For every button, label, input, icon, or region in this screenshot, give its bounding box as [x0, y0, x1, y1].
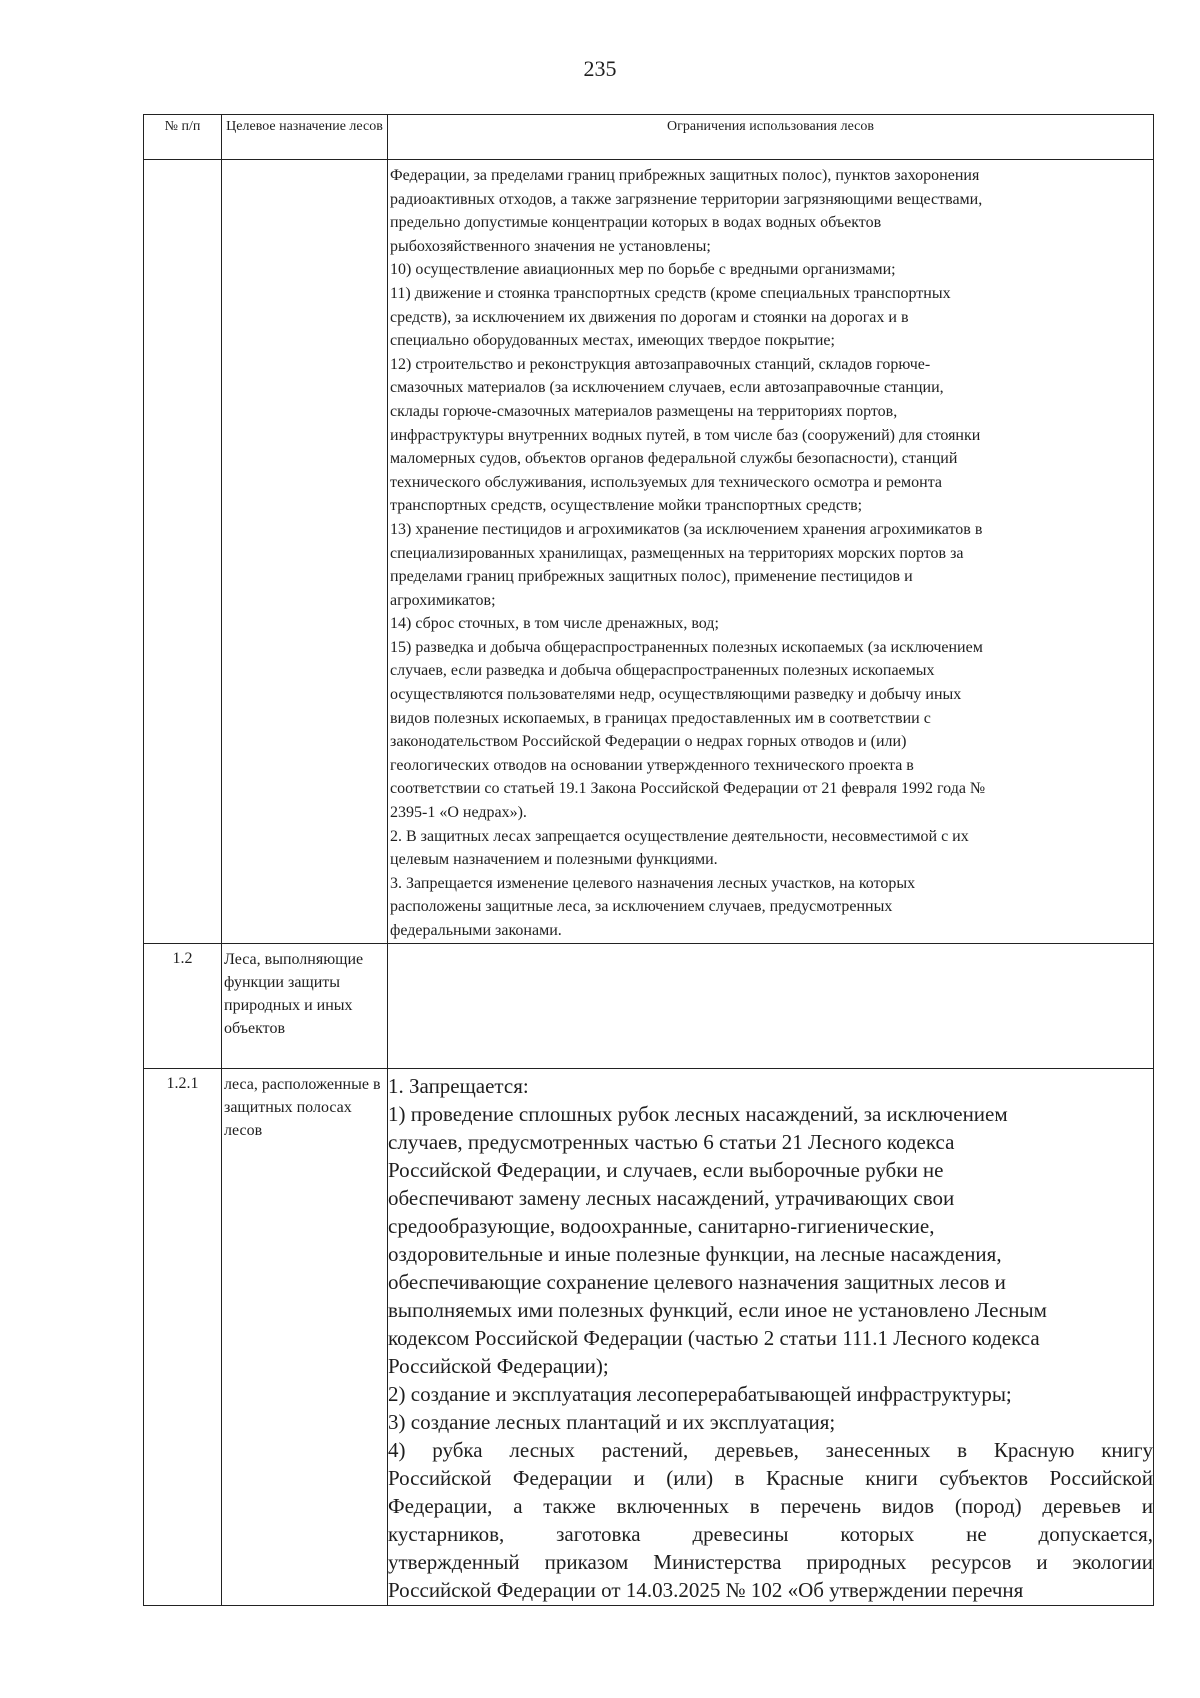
- text-line: геологических отводов на основании утвержденного технического проекта в: [390, 756, 914, 774]
- text-line: 13) хранение пестицидов и агрохимикатов (за исключением хранения агрохимикатов в: [390, 520, 983, 538]
- text-line: 1. Запрещается:: [388, 1073, 529, 1098]
- text-line: транспортных средств, осуществление мойки транспортных средств;: [390, 497, 863, 515]
- text-line: Российской Федерации, и случаев, если выборочные рубки не: [388, 1157, 944, 1182]
- header-purpose: Целевое назначение лесов: [222, 115, 388, 160]
- text-line: утвержденный приказом Министерства природных ресурсов и экологии: [388, 1549, 1153, 1574]
- text-line: случаев, предусмотренных частью 6 статьи 21 Лесного кодекса: [388, 1129, 955, 1154]
- header-restrictions: Ограничения использования лесов: [388, 115, 1154, 160]
- text-line: обеспечивают замену лесных насаждений, утрачивающих свои: [388, 1185, 955, 1210]
- text-line: 2. В защитных лесах запрещается осуществление деятельности, несовместимой с их: [390, 827, 969, 845]
- text-line: Федерации, за пределами границ прибрежных защитных полос), пунктов захоронения: [390, 167, 980, 184]
- row-purpose: леса, расположенные в защитных полосах лесов: [222, 1068, 388, 1605]
- text-line: радиоактивных отходов, а также загрязнение территории загрязняющими веществами,: [390, 190, 983, 208]
- text-line: расположены защитные леса, за исключением случаев, предусмотренных: [390, 898, 893, 916]
- row-restrictions: [388, 943, 1154, 1068]
- text-line: пределами границ прибрежных защитных полос), применение пестицидов и: [390, 568, 913, 586]
- text-line: Российской Федерации);: [388, 1353, 609, 1378]
- text-line: 3) создание лесных плантаций и их эксплуатация;: [388, 1409, 836, 1434]
- text-line: 4) рубка лесных растений, деревьев, занесенных в Красную книгу: [388, 1437, 1153, 1462]
- text-line: специально оборудованных местах, имеющих твердое покрытие;: [390, 332, 835, 350]
- table-row: [144, 1068, 1154, 1605]
- row-number: [144, 160, 222, 944]
- text-line: 15) разведка и добыча общераспространенных полезных ископаемых (за исключением: [390, 638, 983, 656]
- text-line: рыбохозяйственного значения не установлены;: [390, 237, 711, 255]
- text-line: Российской Федерации и (или) в Красные книги субъектов Российской: [388, 1465, 1153, 1490]
- text-line: соответствии со статьей 19.1 Закона Российской Федерации от 21 февраля 1992 года №: [390, 780, 986, 798]
- text-line: 12) строительство и реконструкция автозаправочных станций, складов горюче-: [390, 355, 931, 373]
- text-line: законодательством Российской Федерации о недрах горных отводов и (или): [390, 733, 907, 751]
- text-line: 2) создание и эксплуатация лесоперерабатывающей инфраструктуры;: [388, 1381, 1012, 1406]
- page-number: 235: [583, 56, 617, 81]
- row-number: 1.2: [144, 943, 222, 1068]
- text-line: выполняемых ими полезных функций, если иное не установлено Лесным: [388, 1297, 1047, 1322]
- row-restrictions: [388, 160, 1154, 944]
- text-line: осуществляются пользователями недр, осуществляющими разведку и добычу иных: [390, 686, 962, 704]
- text-line: кодексом Российской Федерации (частью 2 статьи 111.1 Лесного кодекса: [388, 1325, 1040, 1350]
- text-line: средств), за исключением их движения по дорогам и стоянки на дорогах и в: [390, 308, 909, 326]
- row-purpose: Леса, выполняющие функции защиты природных и иных объектов: [222, 943, 388, 1068]
- text-line: федеральными законами.: [390, 922, 562, 939]
- text-line: 14) сброс сточных, в том числе дренажных, вод;: [390, 615, 719, 633]
- text-line: технического обслуживания, используемых для технического осмотра и ремонта: [390, 473, 942, 491]
- text-line: Федерации, а также включенных в перечень видов (пород) деревьев и: [388, 1493, 1153, 1518]
- restrictions-lines: [388, 1072, 1153, 1604]
- text-line: специализированных хранилищах, размещенных на территориях морских портов за: [390, 544, 964, 562]
- text-line: целевым назначением и полезными функциями.: [390, 851, 718, 869]
- row-purpose: [222, 160, 388, 944]
- text-line: случаев, если разведка и добыча общераспространенных полезных ископаемых: [390, 662, 935, 680]
- row-number: 1.2.1: [144, 1068, 222, 1605]
- header-number: № п/п: [144, 115, 222, 160]
- text-line: 1) проведение сплошных рубок лесных насаждений, за исключением: [388, 1101, 1008, 1126]
- text-line: склады горюче-смазочных материалов размещены на территориях портов,: [390, 402, 898, 420]
- table-row: [144, 160, 1154, 944]
- forest-restrictions-table: [143, 114, 1154, 1606]
- text-line: 3. Запрещается изменение целевого назначения лесных участков, на которых: [390, 874, 916, 892]
- text-line: инфраструктуры внутренних водных путей, в том числе баз (сооружений) для стоянки: [390, 426, 981, 444]
- text-line: 2395-1 «О недрах»).: [390, 804, 527, 822]
- text-line: видов полезных ископаемых, в границах предоставленных им в соответствии с: [390, 709, 931, 727]
- text-line: Российской Федерации от 14.03.2025 № 102 «Об утверждении перечня: [388, 1577, 1024, 1602]
- row-restrictions: [388, 1068, 1154, 1605]
- restrictions-lines: [390, 164, 1153, 943]
- text-line: 10) осуществление авиационных мер по борьбе с вредными организмами;: [390, 261, 896, 279]
- text-line: 11) движение и стоянка транспортных средств (кроме специальных транспортных: [390, 284, 951, 302]
- text-line: кустарников, заготовка древесины которых не допускается,: [388, 1521, 1153, 1546]
- text-line: предельно допустимые концентрации которых в водах водных объектов: [390, 214, 882, 232]
- text-line: смазочных материалов (за исключением случаев, если автозаправочные станции,: [390, 379, 944, 397]
- text-line: обеспечивающие сохранение целевого назначения защитных лесов и: [388, 1269, 1006, 1294]
- text-line: средообразующие, водоохранные, санитарно-гигиенические,: [388, 1213, 935, 1238]
- table-row: [144, 943, 1154, 1068]
- table-header-row: [144, 115, 1154, 160]
- text-line: оздоровительные и иные полезные функции, на лесные насаждения,: [388, 1241, 1002, 1266]
- text-line: маломерных судов, объектов органов федеральной службы безопасности), станций: [390, 450, 958, 468]
- text-line: агрохимикатов;: [390, 591, 496, 609]
